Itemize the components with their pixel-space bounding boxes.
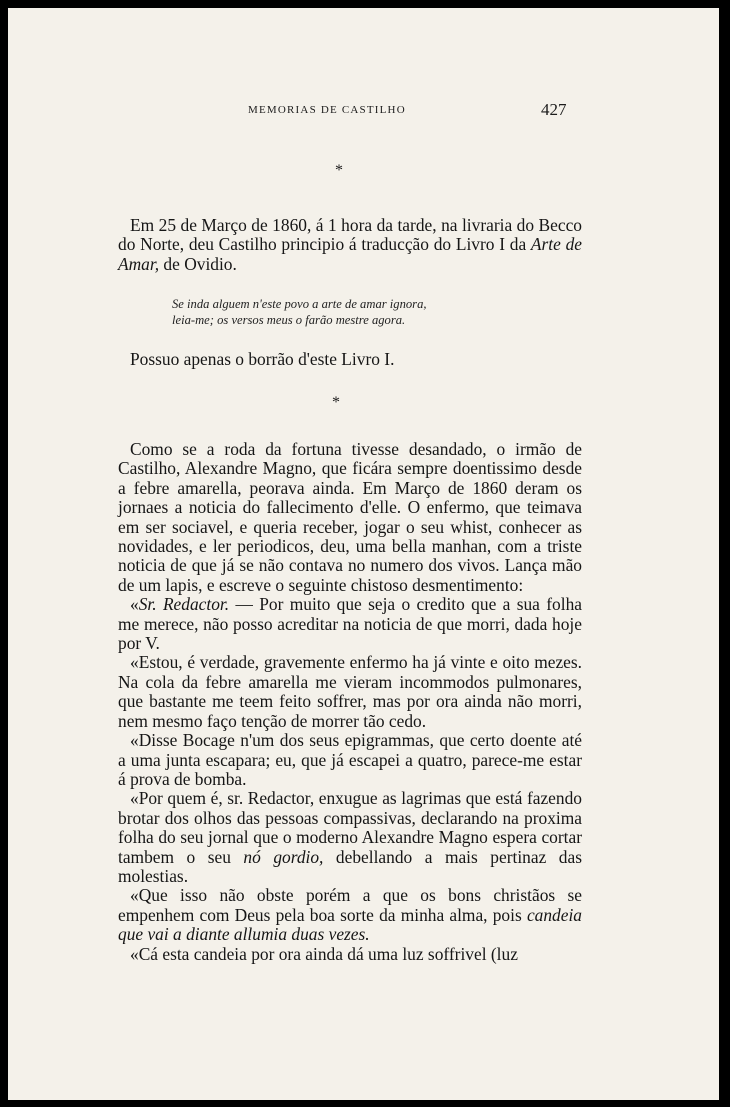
main-body xyxy=(118,440,582,964)
book-title-arte-de-amar: Arte de Amar, xyxy=(118,234,583,274)
para2-text: Possuo apenas o borrão d'este Livro I. xyxy=(130,349,395,369)
salutation: Sr. Redactor. xyxy=(138,594,230,615)
letter-paragraph-1: «Sr. Redactor. — Por muito que seja o credito que a sua folha me merece, não posso acreditar na noticia de que morri, dada hoje por V. xyxy=(118,594,582,654)
book-page xyxy=(8,8,719,1100)
paragraph-borrao xyxy=(118,350,582,369)
section-asterisk-middle: * xyxy=(332,394,340,411)
para1-text: Em 25 de Março de 1860, á 1 hora da tarde, na livraria do Becco do Norte, deu Castilho principio á traducção do Livro I da xyxy=(118,215,582,255)
section-asterisk-top: * xyxy=(335,162,343,179)
epigraph-line-1: Se inda alguem n'este povo a arte de amar ignora, xyxy=(172,297,427,311)
letter-paragraph-4: «Por quem é, sr. Redactor, enxugue as lagrimas que está fazendo brotar dos olhos das pessoas compassivas, declarando na proxima folha do seu jornal que o moderno Alexandre Magno espera cortar tambem o seu nó gordio, debellando a mais pertinaz das molestias. xyxy=(118,788,582,886)
page-number: 427 xyxy=(541,100,567,119)
proverb-italic: candeia que vai a diante allumia duas vezes. xyxy=(118,904,582,945)
epigraph xyxy=(172,296,522,328)
letter-paragraph-2: «Estou, é verdade, gravemente enfermo ha já vinte e oito mezes. Na cola da febre amarella me vieram incommodos pulmonares, que bastante me teem feito soffrer, mas por ora ainda não morri, nem mesmo faço tenção de morrer tão cedo. xyxy=(118,652,582,731)
letter-paragraph-6: «Cá esta candeia por ora ainda dá uma luz soffrivel (luz xyxy=(130,943,518,964)
running-title: MEMORIAS DE CASTILHO xyxy=(248,104,406,116)
no-gordio-italic: nó gordio, xyxy=(243,846,324,867)
para1-tail: de Ovidio. xyxy=(159,253,237,274)
para3-text: Como se a roda da fortuna tivesse desandado, o irmão de Castilho, Alexandre Magno, que ficára sempre doentissimo desde a febre amarella, peorava ainda. Em Março de 1860 deram os jornaes a noticia do fallecimento d'elle. O enfermo, que teimava em ser sociavel, e queria receber, jogar o seu whist, conhecer as novidades, e ler periodicos, deu, uma bella manhan, com a triste noticia de que já se não contava no numero dos vivos. Lança mão de um lapis, e escreve o seguinte chistoso desmentimento: xyxy=(118,439,582,595)
letter-paragraph-5: «Que isso não obste porém a que os bons christãos se empenhem com Deus pela boa sorte da minha alma, pois candeia que vai a diante allumia duas vezes. xyxy=(118,885,582,945)
epigraph-line-2: leia-me; os versos meus o farão mestre agora. xyxy=(172,313,406,327)
letter-paragraph-3: «Disse Bocage n'um dos seus epigrammas, que certo doente até a uma junta escapara; eu, que já escapei a quatro, parece-me estar á prova de bomba. xyxy=(118,730,582,789)
paragraph-translation-start xyxy=(118,216,582,274)
